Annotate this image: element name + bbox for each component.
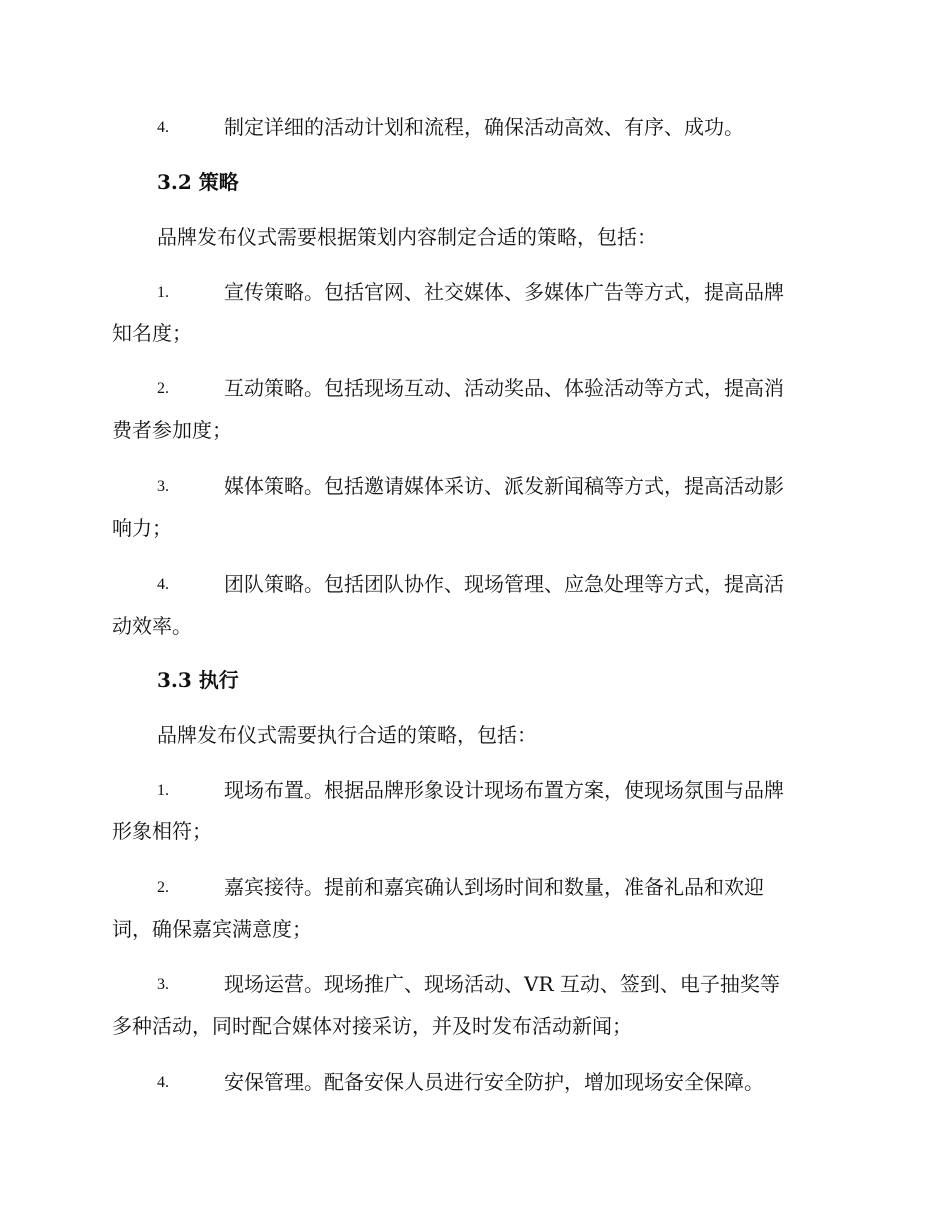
list-number: 1. <box>157 782 169 799</box>
list-number: 4. <box>157 1074 169 1091</box>
list-item-text: 现场布置。根据品牌形象设计现场布置方案，使现场氛围与品牌 <box>224 778 784 802</box>
paragraph-text: 品牌发布仪式需要根据策划内容制定合适的策略，包括： <box>157 225 657 249</box>
list-item-text: 安保管理。配备安保人员进行安全防护，增加现场安全保障。 <box>224 1070 764 1094</box>
section-heading: 3.3 执行 <box>157 668 239 692</box>
list-item-text: 互动策略。包括现场互动、活动奖品、体验活动等方式，提高消 <box>224 376 784 400</box>
list-item-text: 现场运营。现场推广、现场活动、VR 互动、签到、电子抽奖等 <box>224 972 780 996</box>
list-item-text: 媒体策略。包括邀请媒体采访、派发新闻稿等方式，提高活动影 <box>224 474 784 498</box>
list-item-continuation: 响力； <box>112 516 172 540</box>
list-item-continuation: 形象相符； <box>112 819 212 843</box>
list-number: 2. <box>157 879 169 896</box>
section-heading: 3.2 策略 <box>157 170 239 194</box>
list-item-continuation: 动效率。 <box>112 614 192 638</box>
list-item-text: 宣传策略。包括官网、社交媒体、多媒体广告等方式，提高品牌 <box>224 280 784 304</box>
list-number: 1. <box>157 284 169 301</box>
list-item-continuation: 多种活动，同时配合媒体对接采访，并及时发布活动新闻； <box>112 1014 632 1038</box>
list-item-continuation: 费者参加度； <box>112 418 232 442</box>
list-number: 4. <box>157 576 169 593</box>
list-item-text: 团队策略。包括团队协作、现场管理、应急处理等方式，提高活 <box>224 572 784 596</box>
list-number: 4. <box>157 119 169 136</box>
list-item-continuation: 词，确保嘉宾满意度； <box>112 917 312 941</box>
list-number: 3. <box>157 976 169 993</box>
list-item-text: 嘉宾接待。提前和嘉宾确认到场时间和数量，准备礼品和欢迎 <box>224 875 764 899</box>
list-number: 2. <box>157 380 169 397</box>
paragraph-text: 品牌发布仪式需要执行合适的策略，包括： <box>157 723 537 747</box>
list-number: 3. <box>157 478 169 495</box>
list-item-continuation: 知名度； <box>112 321 192 345</box>
list-item-text: 制定详细的活动计划和流程，确保活动高效、有序、成功。 <box>224 115 744 139</box>
